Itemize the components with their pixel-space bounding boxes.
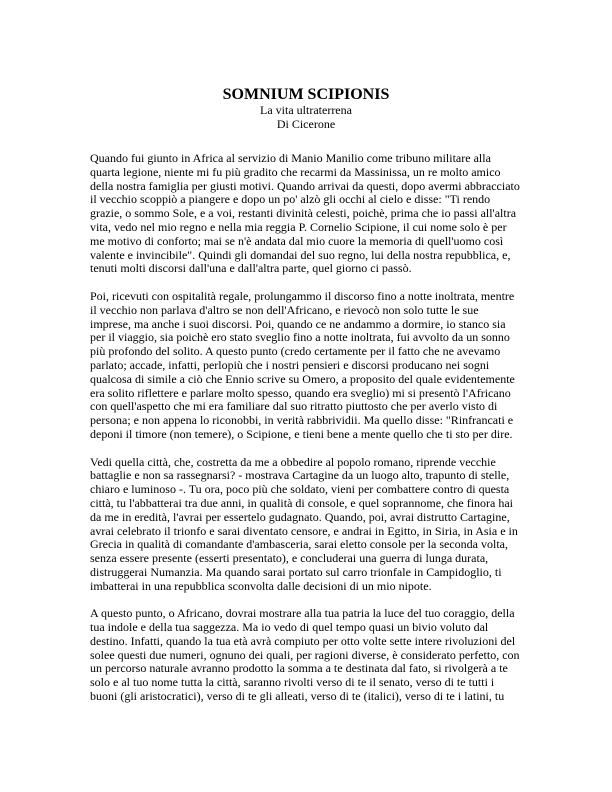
document-body [90, 152, 532, 718]
paragraph-3: Vedi quella città, che, costretta da me a obbedire al popolo romano, riprende vecchie battaglie e non sa rassegnarsi? - mostrava Cartagine da un luogo alto, trapunto di stelle, chiaro e luminoso -. Tu ora, poco più che soldato, vieni per combattere contro di questa città, tu l'abbatterai tra due anni, in qualità di console, e quel soprannome, che finora hai da me in eredità, l'avrai per essertelo gudagnato. Quando, poi, avrai distrutto Cartagine, avrai celebrato il trionfo e sarai diventato censore, e andrai in Egitto, in Siria, in Asia e in Grecia in qualità di comandante d'ambasceria, sarai eletto console per la seconda volta, senza essere presente (esserti presentato), e concluderai una guerra di lunga durata, distruggerai Numanzia. Ma quando sarai portato sul carro trionfale in Campidoglio, ti imbatterai in una repubblica sconvolta dalle decisioni di un mio nipote. [90, 454, 518, 593]
document-header [0, 86, 612, 131]
paragraph-1: Quando fui giunto in Africa al servizio di Manio Manilio come tribuno militare alla quarta legione, niente mi fu più gradito che recarmi da Massinissa, un re molto amico della nostra famiglia per giusti motivi. Quando arrivai da questi, dopo avermi abbracciato il vecchio scoppiò a piangere e dopo un po' alzò gli occhi al cielo e disse: "Ti rendo grazie, o sommo Sole, e a voi, restanti divinità celesti, poichè, prima che io passi all'altra vita, vedo nel mio regno e nella mia reggia P. Cornelio Scipione, il cui nome solo è per me motivo di conforto; mai se n'è andata dal mio cuore la memoria di quell'uomo così valente e invincibile". Quindi gli domandai del suo regno, lui della nostra repubblica, e, tenuti molti discorsi dall'una e dall'altra parte, quel giorno ci passò. [90, 151, 520, 276]
document-title: SOMNIUM SCIPIONIS [222, 86, 390, 103]
paragraph-4: A questo punto, o Africano, dovrai mostrare alla tua patria la luce del tuo coraggio, della tua indole e della tua saggezza. Ma io vedo di quel tempo quasi un bivio voluto dal destino. Infatti, quando la tua età avrà compiuto per otto volte sette intere rivoluzioni del solee questi due numeri, ognuno dei quali, per ragioni diverse, è considerato perfetto, con un percorso naturale avranno prodotto la somma a te destinata dal fato, si rivolgerà a te solo e al tuo nome tutta la città, saranno rivolti verso di te il senato, verso di te tutti i buoni (gli aristocratici), verso di te gli alleati, verso di te (italici), verso di te i latini, tu [90, 606, 520, 704]
paragraph-2: Poi, ricevuti con ospitalità regale, prolungammo il discorso fino a notte inoltrata, mentre il vecchio non parlava d'altro se non dell'Africano, e rievocò non solo tutte le sue imprese, ma anche i suoi discorsi. Poi, quando ce ne andammo a dormire, io stanco sia per il viaggio, sia poichè ero stato sveglio fino a notte inoltrata, fui avvolto da un sonno più profondo del solito. A questo punto (credo certamente per il fatto che ne avevamo parlato; accade, infatti, perlopiù che i nostri pensieri e discorsi producano nei sogni qualcosa di simile a ciò che Ennio scrive su Omero, a proposito del quale evidentemente era solito riflettere e parlare molto spesso, quando era sveglio) mi si presentò l'Africano con quell'aspetto che mi era familiare dal suo ritratto piuttosto che per averlo visto di persona; e non appena lo riconobbi, in verità rabbrividii. Ma quello disse: "Rinfrancati e deponi il timore (non temere), o Scipione, e tieni bene a mente quello che ti sto per dire. [90, 288, 515, 441]
document-subtitle: La vita ultraterrena [260, 103, 352, 117]
document-author: Di Cicerone [276, 116, 336, 131]
